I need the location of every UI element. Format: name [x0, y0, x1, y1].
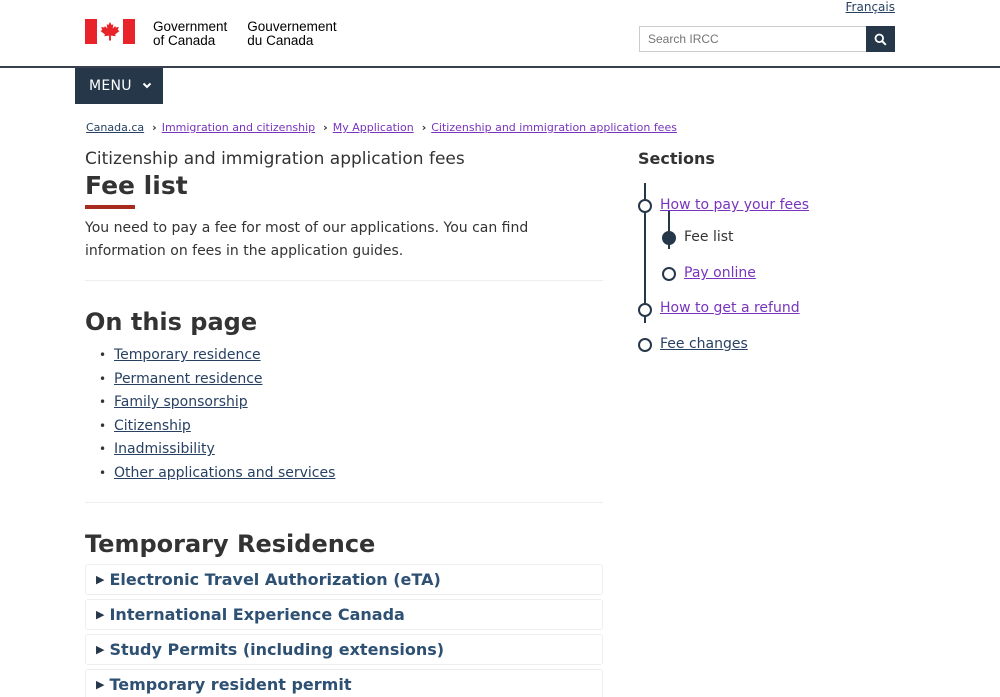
- list-item: [99, 391, 605, 415]
- breadcrumb-fees[interactable]: Citizenship and immigration application fees: [431, 121, 677, 134]
- link-inadmissibility[interactable]: Inadmissibility: [114, 441, 215, 457]
- brand-french: Gouvernement du Canada: [247, 19, 337, 48]
- canada-flag-icon: [85, 19, 135, 44]
- menu-label: MENU: [89, 78, 132, 94]
- timeline-node-icon: [638, 199, 652, 213]
- breadcrumb-canada[interactable]: Canada.ca: [86, 121, 145, 134]
- section-divider: [85, 502, 603, 503]
- triangle-right-icon: ▶: [96, 643, 105, 656]
- brand-english: Government of Canada: [153, 19, 228, 48]
- search-input[interactable]: [639, 26, 866, 52]
- main-content: [85, 148, 605, 697]
- link-temporary-residence[interactable]: Temporary residence: [114, 347, 261, 363]
- chevron-right-icon: ›: [323, 121, 328, 134]
- section-current-fee-list: Fee list: [684, 229, 734, 245]
- accordion-study-permits[interactable]: ▶ Study Permits (including extensions): [85, 634, 603, 665]
- on-this-page-heading: On this page: [85, 308, 258, 336]
- accordion-eta[interactable]: ▶ Electronic Travel Authorization (eTA): [85, 564, 603, 595]
- list-item: [99, 415, 605, 439]
- timeline-node-icon: [638, 303, 652, 317]
- on-this-page-list: [99, 344, 605, 485]
- list-item: [99, 344, 605, 368]
- chevron-right-icon: ›: [421, 121, 427, 134]
- chevron-right-icon: ›: [152, 121, 157, 134]
- timeline-node-icon: [638, 338, 652, 352]
- triangle-right-icon: ▶: [96, 573, 105, 586]
- menu-button[interactable]: [75, 68, 163, 104]
- section-divider: [85, 280, 603, 281]
- language-toggle-link[interactable]: Français: [845, 0, 895, 14]
- title-underline: [85, 205, 135, 209]
- page-title: Fee list: [85, 171, 188, 200]
- section-link-fee-changes[interactable]: Fee changes: [660, 336, 748, 352]
- section-link-refund[interactable]: How to get a refund: [660, 300, 800, 316]
- triangle-right-icon: ▶: [96, 608, 105, 621]
- accordion-temporary-resident-permit[interactable]: ▶ Temporary resident permit: [85, 669, 603, 697]
- link-other-applications[interactable]: Other applications and services: [114, 464, 336, 481]
- government-signature[interactable]: [85, 19, 337, 48]
- sections-nav: [638, 149, 810, 352]
- list-item: [99, 462, 605, 486]
- link-family-sponsorship[interactable]: Family sponsorship: [114, 394, 248, 410]
- chevron-down-icon: [142, 82, 152, 89]
- temporary-residence-heading: Temporary Residence: [85, 530, 376, 558]
- section-link-pay-online[interactable]: Pay online: [684, 265, 756, 281]
- intro-text: You need to pay a fee for most of our applications. You can find information on fees in the application guides.: [85, 220, 529, 259]
- breadcrumb-my-application[interactable]: My Application: [332, 121, 414, 134]
- section-link-how-to-pay[interactable]: How to pay your fees: [660, 197, 810, 213]
- sections-title: Sections: [638, 149, 715, 168]
- search-form: [639, 26, 895, 52]
- list-item: [99, 438, 605, 462]
- search-icon: [874, 33, 887, 46]
- link-citizenship[interactable]: Citizenship: [114, 417, 191, 434]
- accordion-iec[interactable]: ▶ International Experience Canada: [85, 599, 603, 630]
- page-kicker: Citizenship and immigration application fees: [85, 149, 465, 169]
- search-button[interactable]: [866, 26, 895, 52]
- link-permanent-residence[interactable]: Permanent residence: [114, 370, 263, 387]
- timeline-current-node-icon: [662, 231, 676, 245]
- timeline-node-icon: [662, 267, 676, 281]
- breadcrumb: [86, 121, 677, 134]
- breadcrumb-immigration[interactable]: Immigration and citizenship: [161, 121, 316, 134]
- list-item: [99, 368, 605, 392]
- triangle-right-icon: ▶: [96, 678, 105, 691]
